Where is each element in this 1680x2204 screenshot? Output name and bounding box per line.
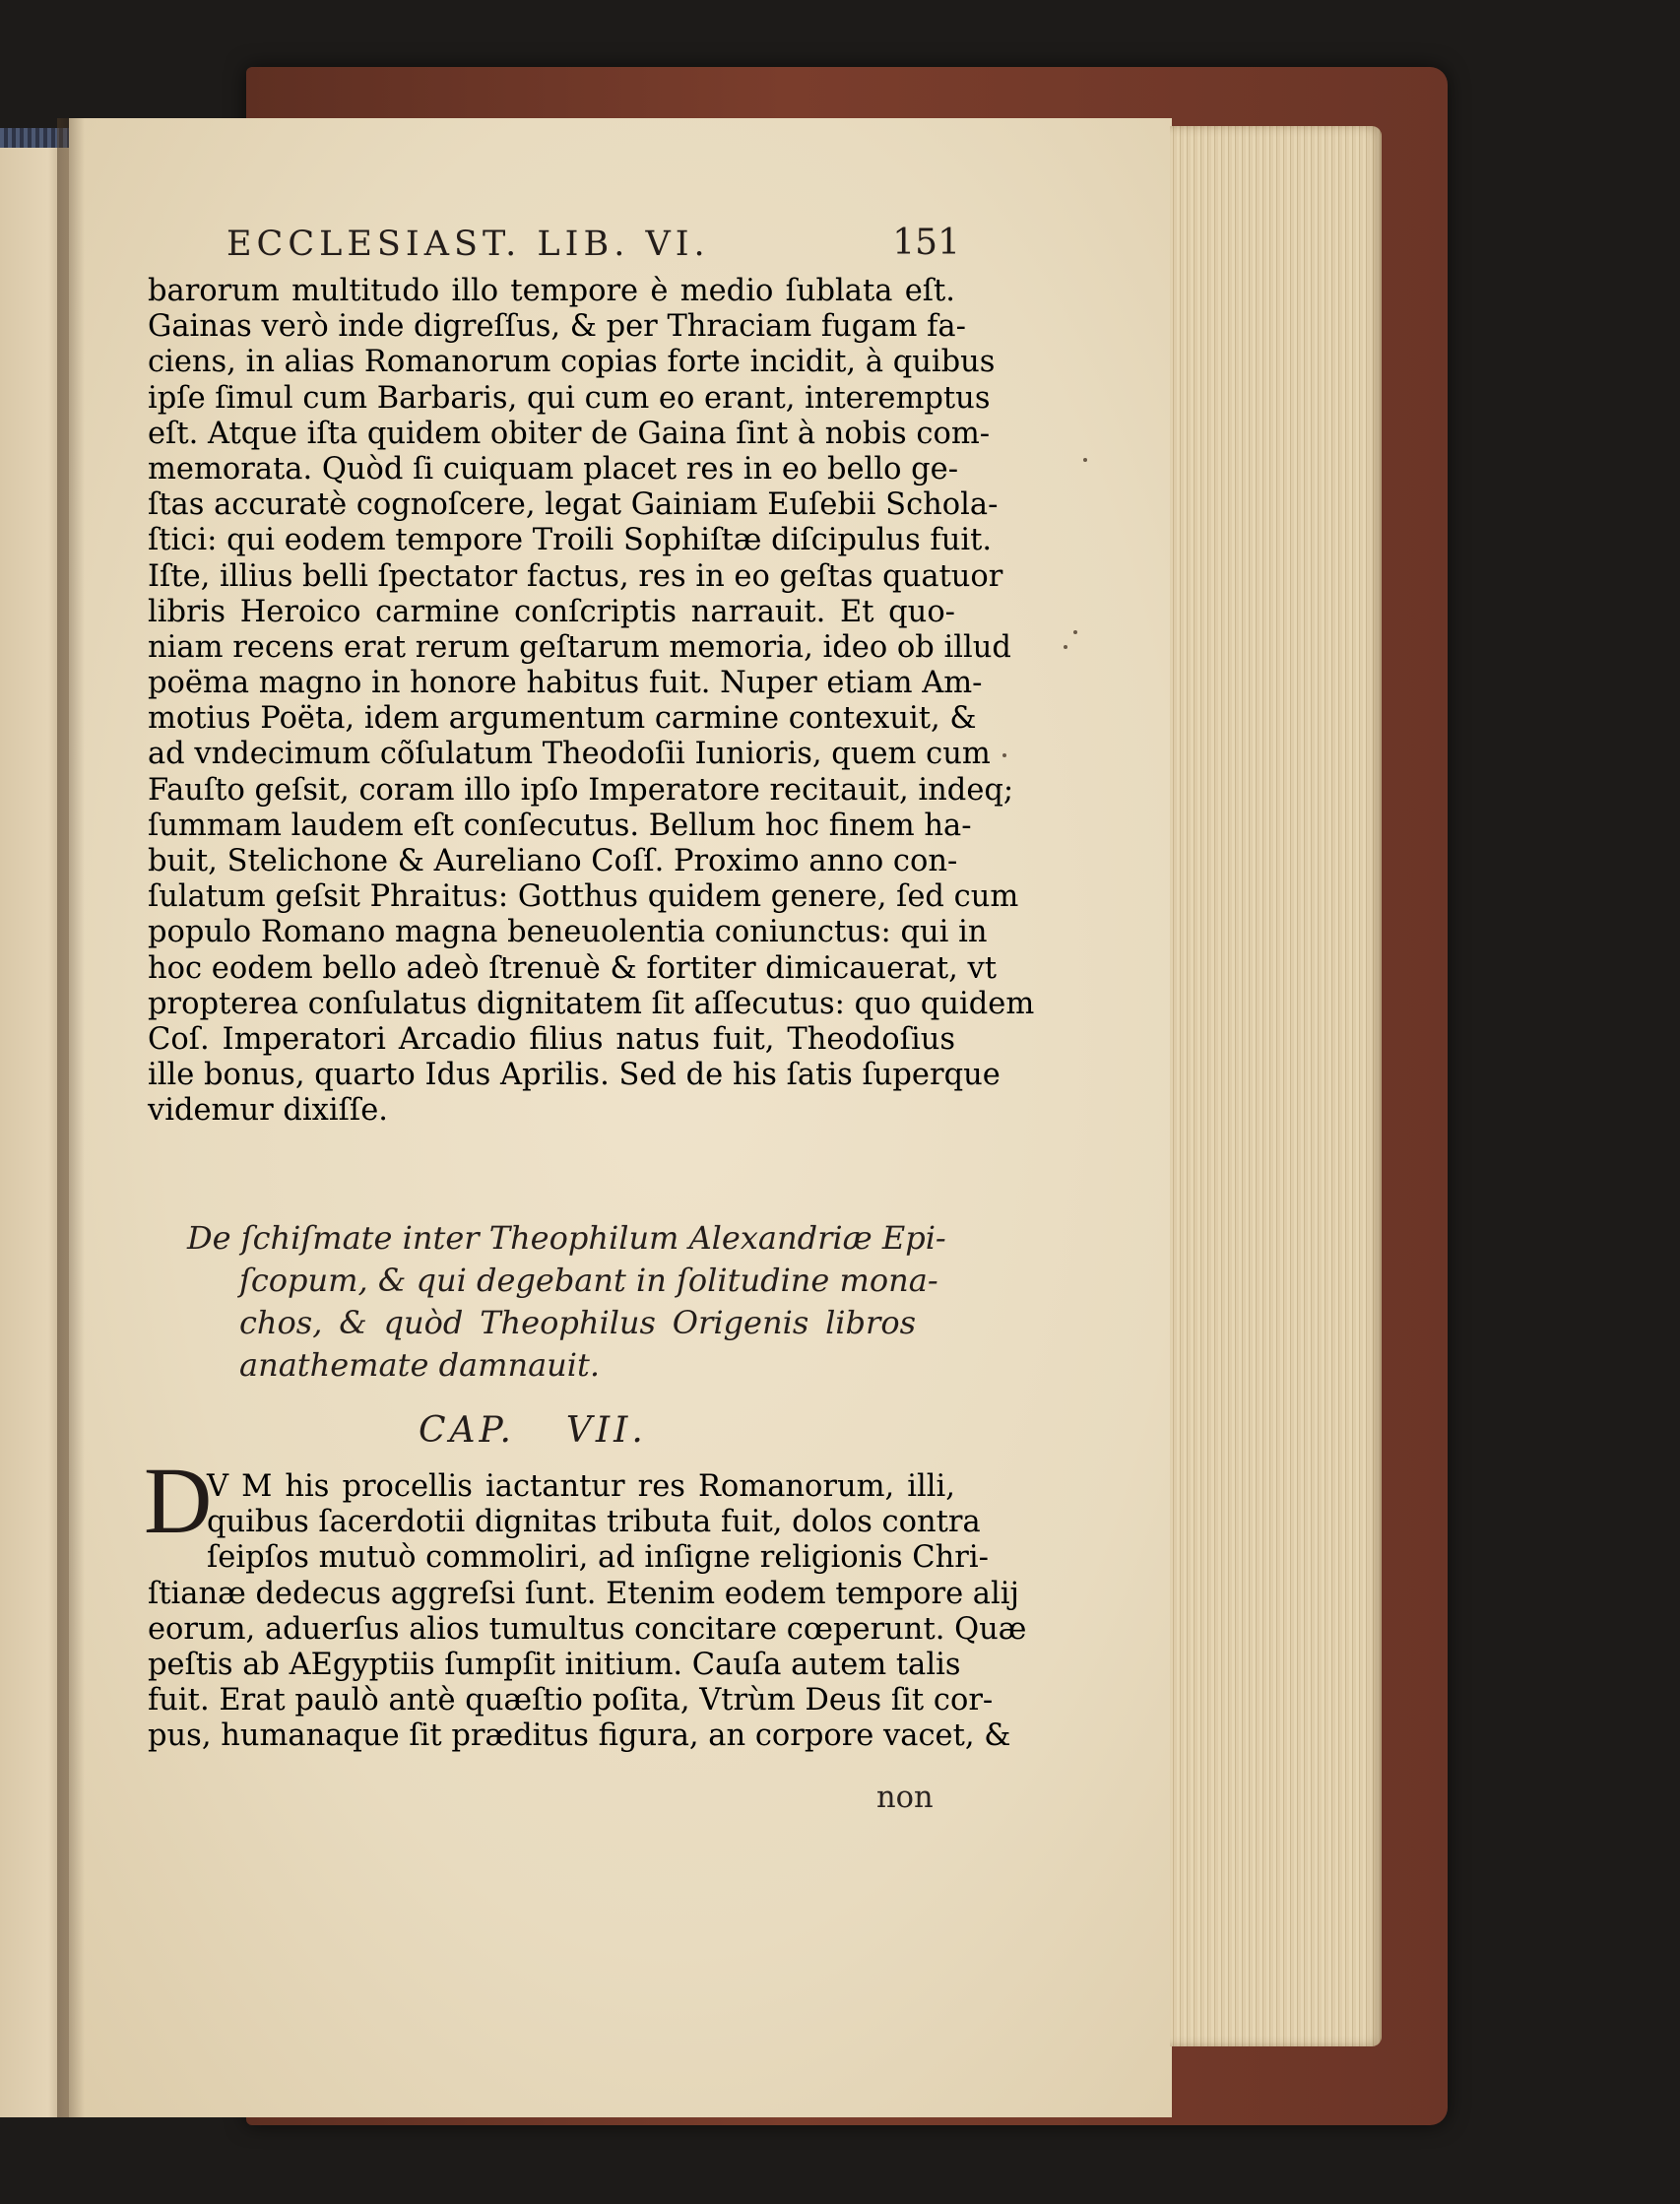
text-line: Iſte, illius belli ſpectator factus, res in eo geſtas quatuor <box>148 558 1003 594</box>
page-fore-edge <box>1170 126 1382 2046</box>
text-line: ille bonus, quarto Idus Aprilis. Sed de his ſatis ſuperque <box>148 1058 1001 1093</box>
text-line: quibus ſacerdotii dignitas tributa fuit, dolos contra <box>207 1505 981 1540</box>
text-line: ad vndecimum cõſulatum Theodoſii Iunioris, quem cum <box>148 737 991 772</box>
heading-line: chos, & quòd Theophilus Origenis libros <box>239 1304 916 1341</box>
running-head <box>226 225 960 264</box>
text-line: Gainas verò inde digreſſus, & per Thraciam fugam fa- <box>148 309 966 345</box>
text-line: niam recens erat rerum geſtarum memoria, ideo ob illud <box>148 629 1011 665</box>
text-line: Fauſto geſsit, coram illo ipſo Imperatore recitauit, indeq; <box>148 772 1014 808</box>
running-title: ECCLESIAST. LIB. VI. <box>226 225 710 264</box>
text-line: peſtis ab AEgyptiis ſumpſit initium. Cauſa autem talis <box>148 1647 961 1682</box>
chapter-label: CAP. <box>419 1410 515 1451</box>
drop-cap: D <box>144 1448 213 1553</box>
text-line: pus, humanaque ſit præditus figura, an corpore vacet, & <box>148 1718 1011 1754</box>
text-line: poëma magno in honore habitus fuit. Nuper etiam Am- <box>148 666 983 701</box>
text-line: ciens, in alias Romanorum copias forte incidit, à quibus <box>148 345 996 380</box>
text-line: motius Poëta, idem argumentum carmine contexuit, & <box>148 701 977 737</box>
text-line: libris Heroico carmine conſcriptis narrauit. Et quo- <box>148 594 955 629</box>
chapter-number <box>419 1410 714 1451</box>
catchword: non <box>876 1781 934 1815</box>
text-line: ſtas accuratè cognoſcere, legat Gainiam Euſebii Schola- <box>148 487 999 523</box>
text-line: videmur dixiſſe. <box>148 1093 388 1129</box>
body-text-part-2 <box>148 1469 1027 1755</box>
text-line: fuit. Erat paulò antè quæſtio poſita, Vtrùm Deus ſit cor- <box>148 1683 994 1718</box>
paper-speck <box>1083 458 1087 462</box>
text-line: buit, Stelichone & Aureliano Coſſ. Proximo anno con- <box>148 844 958 878</box>
paper-speck <box>1073 630 1077 634</box>
heading-line: anathemate damnauit. <box>239 1346 601 1384</box>
text-line: ſeipſos mutuò commoliri, ad inſigne religionis Chri- <box>207 1540 989 1576</box>
chapter-heading <box>187 1217 946 1387</box>
text-line: ſtianæ dedecus aggreſsi ſunt. Etenim eodem tempore alij <box>148 1576 1019 1611</box>
page-gutter <box>57 118 85 2117</box>
text-line: eſt. Atque iſta quidem obiter de Gaina ſint à nobis com- <box>148 416 991 451</box>
text-line: ipſe ſimul cum Barbaris, qui cum eo erant, interemptus <box>148 380 991 416</box>
text-line: populo Romano magna beneuolentia coniunctus: qui in <box>148 915 988 950</box>
text-line: ſummam laudem eſt conſecutus. Bellum hoc finem ha- <box>148 808 972 843</box>
text-line: propterea conſulatus dignitatem ſit aſſecutus: quo quidem <box>148 986 1035 1021</box>
heading-line: ſcopum, & qui degebant in ſolitudine mona- <box>239 1262 938 1299</box>
text-line: V M his procellis iactantur res Romanorum, illi, <box>207 1469 955 1504</box>
paper-speck <box>1064 645 1067 649</box>
paper-speck <box>1002 753 1006 757</box>
heading-line: De ſchiſmate inter Theophilum Alexandriæ Epi- <box>187 1219 946 1257</box>
page-number: 151 <box>892 223 960 263</box>
text-line: Coſ. Imperatori Arcadio filius natus fuit, Theodoſius <box>148 1021 955 1057</box>
text-line: memorata. Quòd ſi cuiquam placet res in eo bello ge- <box>148 451 959 486</box>
text-line: hoc eodem bello adeò ſtrenuè & fortiter dimicauerat, vt <box>148 950 998 986</box>
text-line: barorum multitudo illo tempore è medio ſublata eſt. <box>148 274 955 308</box>
text-line: ſulatum geſsit Phraitus: Gotthus quidem genere, ſed cum <box>148 879 1019 915</box>
body-text-part-1 <box>148 274 1035 1130</box>
chapter-roman: VII. <box>565 1410 647 1451</box>
text-line: eorum, aduerſus alios tumultus concitare cœperunt. Quæ <box>148 1611 1027 1647</box>
text-line: ſtici: qui eodem tempore Troili Sophiſtæ diſcipulus fuit. <box>148 523 993 558</box>
